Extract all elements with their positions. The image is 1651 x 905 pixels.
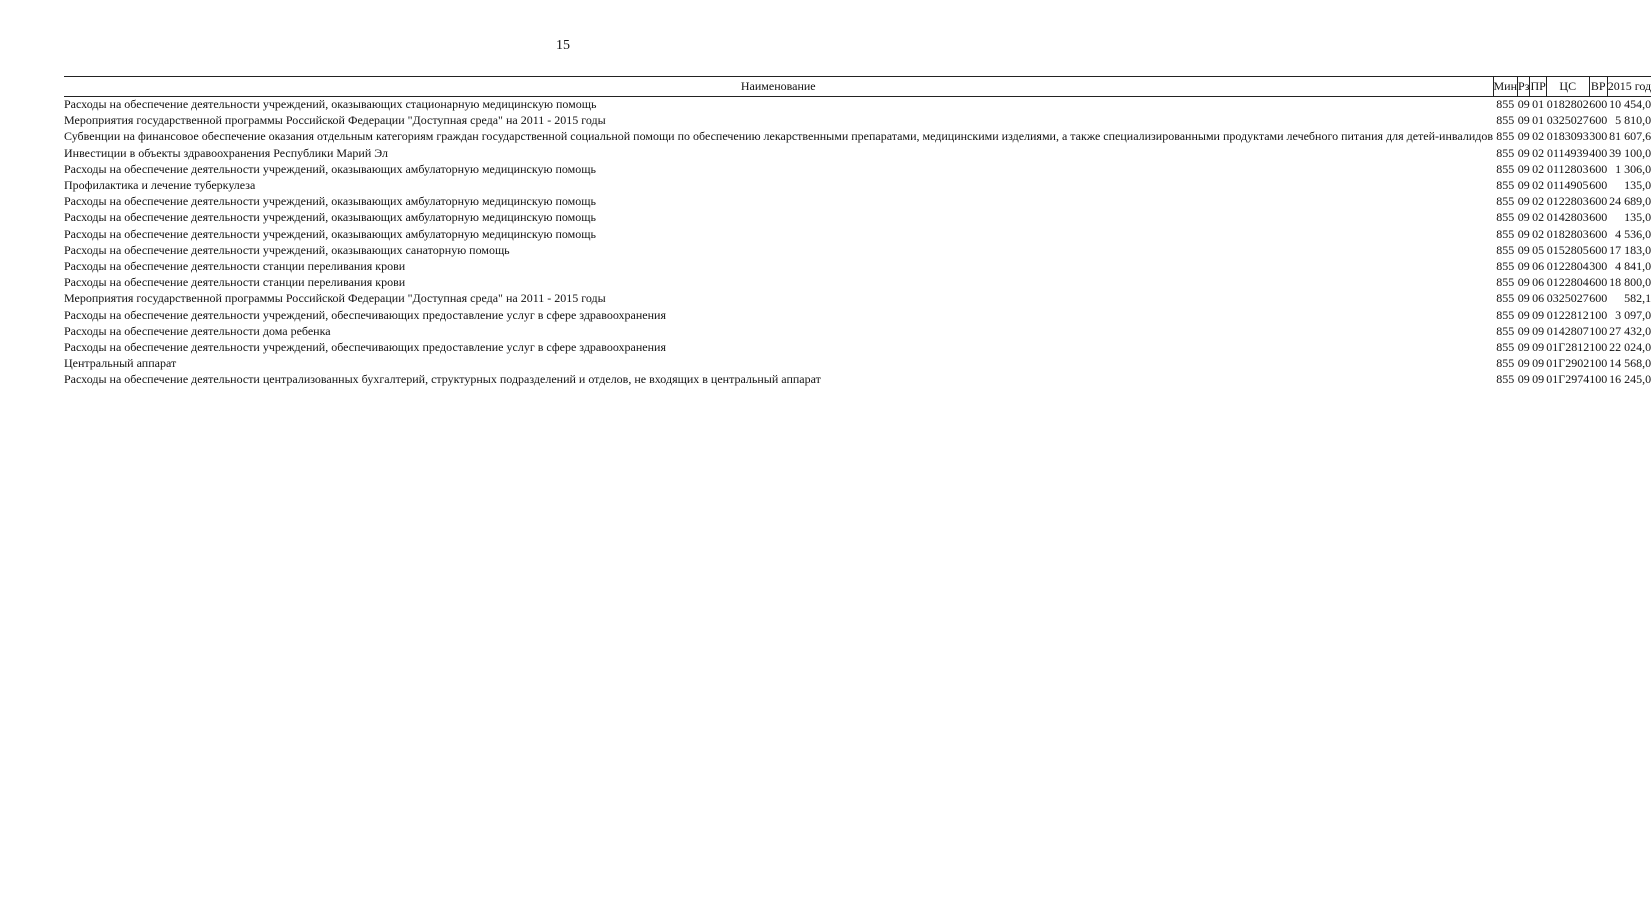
row-vr: 100 [1589, 356, 1608, 371]
row-amount: 135,0 [1624, 178, 1651, 193]
row-pr: 01 [1532, 97, 1545, 111]
row-amount: 24 689,0 [1609, 194, 1651, 209]
row-amount: 18 800,0 [1609, 275, 1651, 290]
row-cs: 01Г2812 [1546, 340, 1590, 355]
row-amount: 4 841,0 [1615, 259, 1651, 274]
row-vr: 600 [1589, 210, 1608, 225]
row-pr: 09 [1532, 340, 1545, 355]
row-min: 855 [1496, 307, 1515, 322]
row-rz: 09 [1517, 226, 1530, 241]
row-pr: 02 [1532, 145, 1545, 160]
row-cs: 01Г2902 [1546, 356, 1590, 371]
row-cs: 0325027 [1546, 113, 1589, 128]
row-rz: 09 [1517, 210, 1530, 225]
row-name: Мероприятия государственной программы Российской Федерации "Доступная среда" на 2011 - 2015 годы [64, 291, 606, 306]
row-pr: 02 [1532, 161, 1545, 176]
row-amount: 4 536,0 [1615, 226, 1651, 241]
row-vr: 300 [1589, 259, 1608, 274]
row-pr: 09 [1532, 356, 1545, 371]
row-name: Инвестиции в объекты здравоохранения Республики Марий Эл [64, 145, 389, 160]
row-pr: 02 [1532, 210, 1545, 225]
row-pr: 05 [1532, 242, 1545, 257]
row-name: Расходы на обеспечение деятельности учреждений, оказывающих амбулаторную медицинскую помощь [64, 226, 596, 241]
row-cs: 0122804 [1546, 275, 1589, 290]
header-rz: Рз [1518, 77, 1530, 97]
row-name: Расходы на обеспечение деятельности учреждений, оказывающих амбулаторную медицинскую помощь [64, 161, 596, 176]
table-row [64, 111, 1651, 127]
row-rz: 09 [1517, 129, 1530, 144]
header-year: 2015 год [1607, 77, 1651, 97]
row-name: Расходы на обеспечение деятельности учреждений, оказывающих стационарную медицинскую помощь [64, 97, 597, 111]
row-amount: 81 607,6 [1609, 129, 1651, 144]
row-min: 855 [1496, 178, 1515, 193]
header-pr: ПР [1530, 77, 1546, 97]
row-amount: 10 454,0 [1609, 97, 1651, 111]
row-amount: 14 568,0 [1609, 356, 1651, 371]
row-pr: 09 [1532, 307, 1545, 322]
row-name: Расходы на обеспечение деятельности дома ребенка [64, 323, 331, 338]
row-name: Расходы на обеспечение деятельности учреждений, обеспечивающих предоставление услуг в сфере здравоохранения [64, 307, 666, 322]
row-min: 855 [1496, 113, 1515, 128]
row-rz: 09 [1517, 259, 1530, 274]
row-rz: 09 [1517, 275, 1530, 290]
row-rz: 09 [1517, 356, 1530, 371]
row-cs: 0182802 [1546, 97, 1589, 111]
row-vr: 400 [1589, 145, 1608, 160]
row-vr: 600 [1589, 291, 1608, 306]
row-amount: 5 810,0 [1615, 113, 1651, 128]
row-rz: 09 [1517, 113, 1530, 128]
row-min: 855 [1496, 210, 1515, 225]
row-vr: 100 [1589, 323, 1608, 338]
table-row [64, 354, 1651, 370]
row-cs: 0325027 [1546, 291, 1589, 306]
table-row [64, 176, 1651, 192]
table-header-row [64, 77, 1651, 97]
row-amount: 3 097,0 [1615, 307, 1651, 322]
row-pr: 01 [1532, 113, 1545, 128]
row-amount: 27 432,0 [1609, 323, 1651, 338]
row-name: Расходы на обеспечение деятельности учреждений, оказывающих амбулаторную медицинскую помощь [64, 210, 596, 225]
row-cs: 0152805 [1546, 242, 1589, 257]
row-vr: 100 [1589, 372, 1608, 387]
row-amount: 22 024,0 [1609, 340, 1651, 355]
row-min: 855 [1496, 242, 1515, 257]
row-rz: 09 [1517, 97, 1530, 111]
row-vr: 600 [1589, 194, 1608, 209]
row-rz: 09 [1517, 161, 1530, 176]
row-cs: 0182803 [1546, 226, 1589, 241]
row-vr: 100 [1589, 307, 1608, 322]
row-name: Центральный аппарат [64, 356, 177, 371]
row-min: 855 [1496, 259, 1515, 274]
table-row [64, 127, 1651, 143]
table-row [64, 208, 1651, 224]
table-row [64, 338, 1651, 354]
row-amount: 39 100,0 [1609, 145, 1651, 160]
row-cs: 0122812 [1546, 307, 1589, 322]
row-min: 855 [1496, 340, 1515, 355]
row-amount: 16 245,0 [1609, 372, 1651, 387]
table-row [64, 322, 1651, 338]
row-min: 855 [1496, 372, 1515, 387]
row-name: Профилактика и лечение туберкулеза [64, 178, 256, 193]
row-pr: 09 [1532, 323, 1545, 338]
page-number: 15 [556, 38, 570, 53]
row-min: 855 [1496, 129, 1515, 144]
row-amount: 1 306,0 [1615, 161, 1651, 176]
row-name: Расходы на обеспечение деятельности учреждений, оказывающих амбулаторную медицинскую помощь [64, 194, 596, 209]
row-min: 855 [1496, 226, 1515, 241]
table-row [64, 306, 1651, 322]
row-cs: 0122803 [1546, 194, 1589, 209]
row-name: Расходы на обеспечение деятельности централизованных бухгалтерий, структурных подразделений и отделов, не входящих в центральный аппарат [64, 372, 821, 387]
row-rz: 09 [1517, 340, 1530, 355]
row-cs: 0142803 [1546, 210, 1589, 225]
row-rz: 09 [1517, 178, 1530, 193]
row-pr: 06 [1532, 275, 1545, 290]
row-min: 855 [1496, 97, 1515, 111]
row-rz: 09 [1517, 242, 1530, 257]
table-row [64, 192, 1651, 208]
row-cs: 0122804 [1546, 259, 1589, 274]
row-vr: 100 [1589, 340, 1608, 355]
table-row [64, 241, 1651, 257]
row-vr: 600 [1589, 275, 1608, 290]
table-row [64, 225, 1651, 241]
row-cs: 01Г2974 [1546, 372, 1590, 387]
row-cs: 0114905 [1546, 178, 1589, 193]
row-cs: 0114939 [1546, 145, 1589, 160]
row-min: 855 [1496, 291, 1515, 306]
row-vr: 600 [1589, 242, 1608, 257]
budget-table [64, 76, 1651, 387]
row-min: 855 [1496, 145, 1515, 160]
row-cs: 0142807 [1546, 323, 1589, 338]
header-name: Наименование [64, 77, 1493, 97]
row-name: Расходы на обеспечение деятельности станции переливания крови [64, 275, 406, 290]
row-amount: 17 183,0 [1609, 242, 1651, 257]
row-min: 855 [1496, 356, 1515, 371]
row-name: Мероприятия государственной программы Российской Федерации "Доступная среда" на 2011 - 2015 годы [64, 113, 606, 128]
row-vr: 300 [1589, 129, 1608, 144]
table-row [64, 273, 1651, 289]
row-name: Расходы на обеспечение деятельности учреждений, обеспечивающих предоставление услуг в сфере здравоохранения [64, 340, 666, 355]
row-min: 855 [1496, 161, 1515, 176]
header-vr: ВР [1589, 77, 1607, 97]
row-pr: 06 [1532, 291, 1545, 306]
row-name: Субвенции на финансовое обеспечение оказания отдельным категориям граждан государственной социальной помощи по обеспечению лекарственными препаратами, медицинскими изделиями, а также специализированными продуктами лечебного питания для детей-инвалидов [64, 129, 1494, 144]
table-row [64, 289, 1651, 305]
row-rz: 09 [1517, 145, 1530, 160]
row-pr: 02 [1532, 178, 1545, 193]
row-pr: 02 [1532, 129, 1545, 144]
row-name: Расходы на обеспечение деятельности учреждений, оказывающих санаторную помощь [64, 242, 510, 257]
row-vr: 600 [1589, 178, 1608, 193]
row-rz: 09 [1517, 307, 1530, 322]
row-rz: 09 [1517, 323, 1530, 338]
row-min: 855 [1496, 275, 1515, 290]
row-cs: 0112803 [1546, 161, 1589, 176]
row-rz: 09 [1517, 372, 1530, 387]
row-amount: 582,1 [1624, 291, 1651, 306]
table-row [64, 370, 1651, 386]
row-vr: 600 [1589, 161, 1608, 176]
row-pr: 09 [1532, 372, 1545, 387]
header-min: Мин [1493, 77, 1518, 97]
row-pr: 02 [1532, 194, 1545, 209]
header-cs: ЦС [1546, 77, 1589, 97]
row-name: Расходы на обеспечение деятельности станции переливания крови [64, 259, 406, 274]
table-row [64, 160, 1651, 176]
row-rz: 09 [1517, 291, 1530, 306]
row-amount: 135,0 [1624, 210, 1651, 225]
row-rz: 09 [1517, 194, 1530, 209]
row-min: 855 [1496, 194, 1515, 209]
row-pr: 02 [1532, 226, 1545, 241]
table-row [64, 257, 1651, 273]
table-row [64, 97, 1651, 112]
row-vr: 600 [1589, 226, 1608, 241]
row-pr: 06 [1532, 259, 1545, 274]
row-cs: 0183093 [1546, 129, 1589, 144]
row-vr: 600 [1589, 113, 1608, 128]
row-vr: 600 [1589, 97, 1608, 111]
table-row [64, 144, 1651, 160]
row-min: 855 [1496, 323, 1515, 338]
